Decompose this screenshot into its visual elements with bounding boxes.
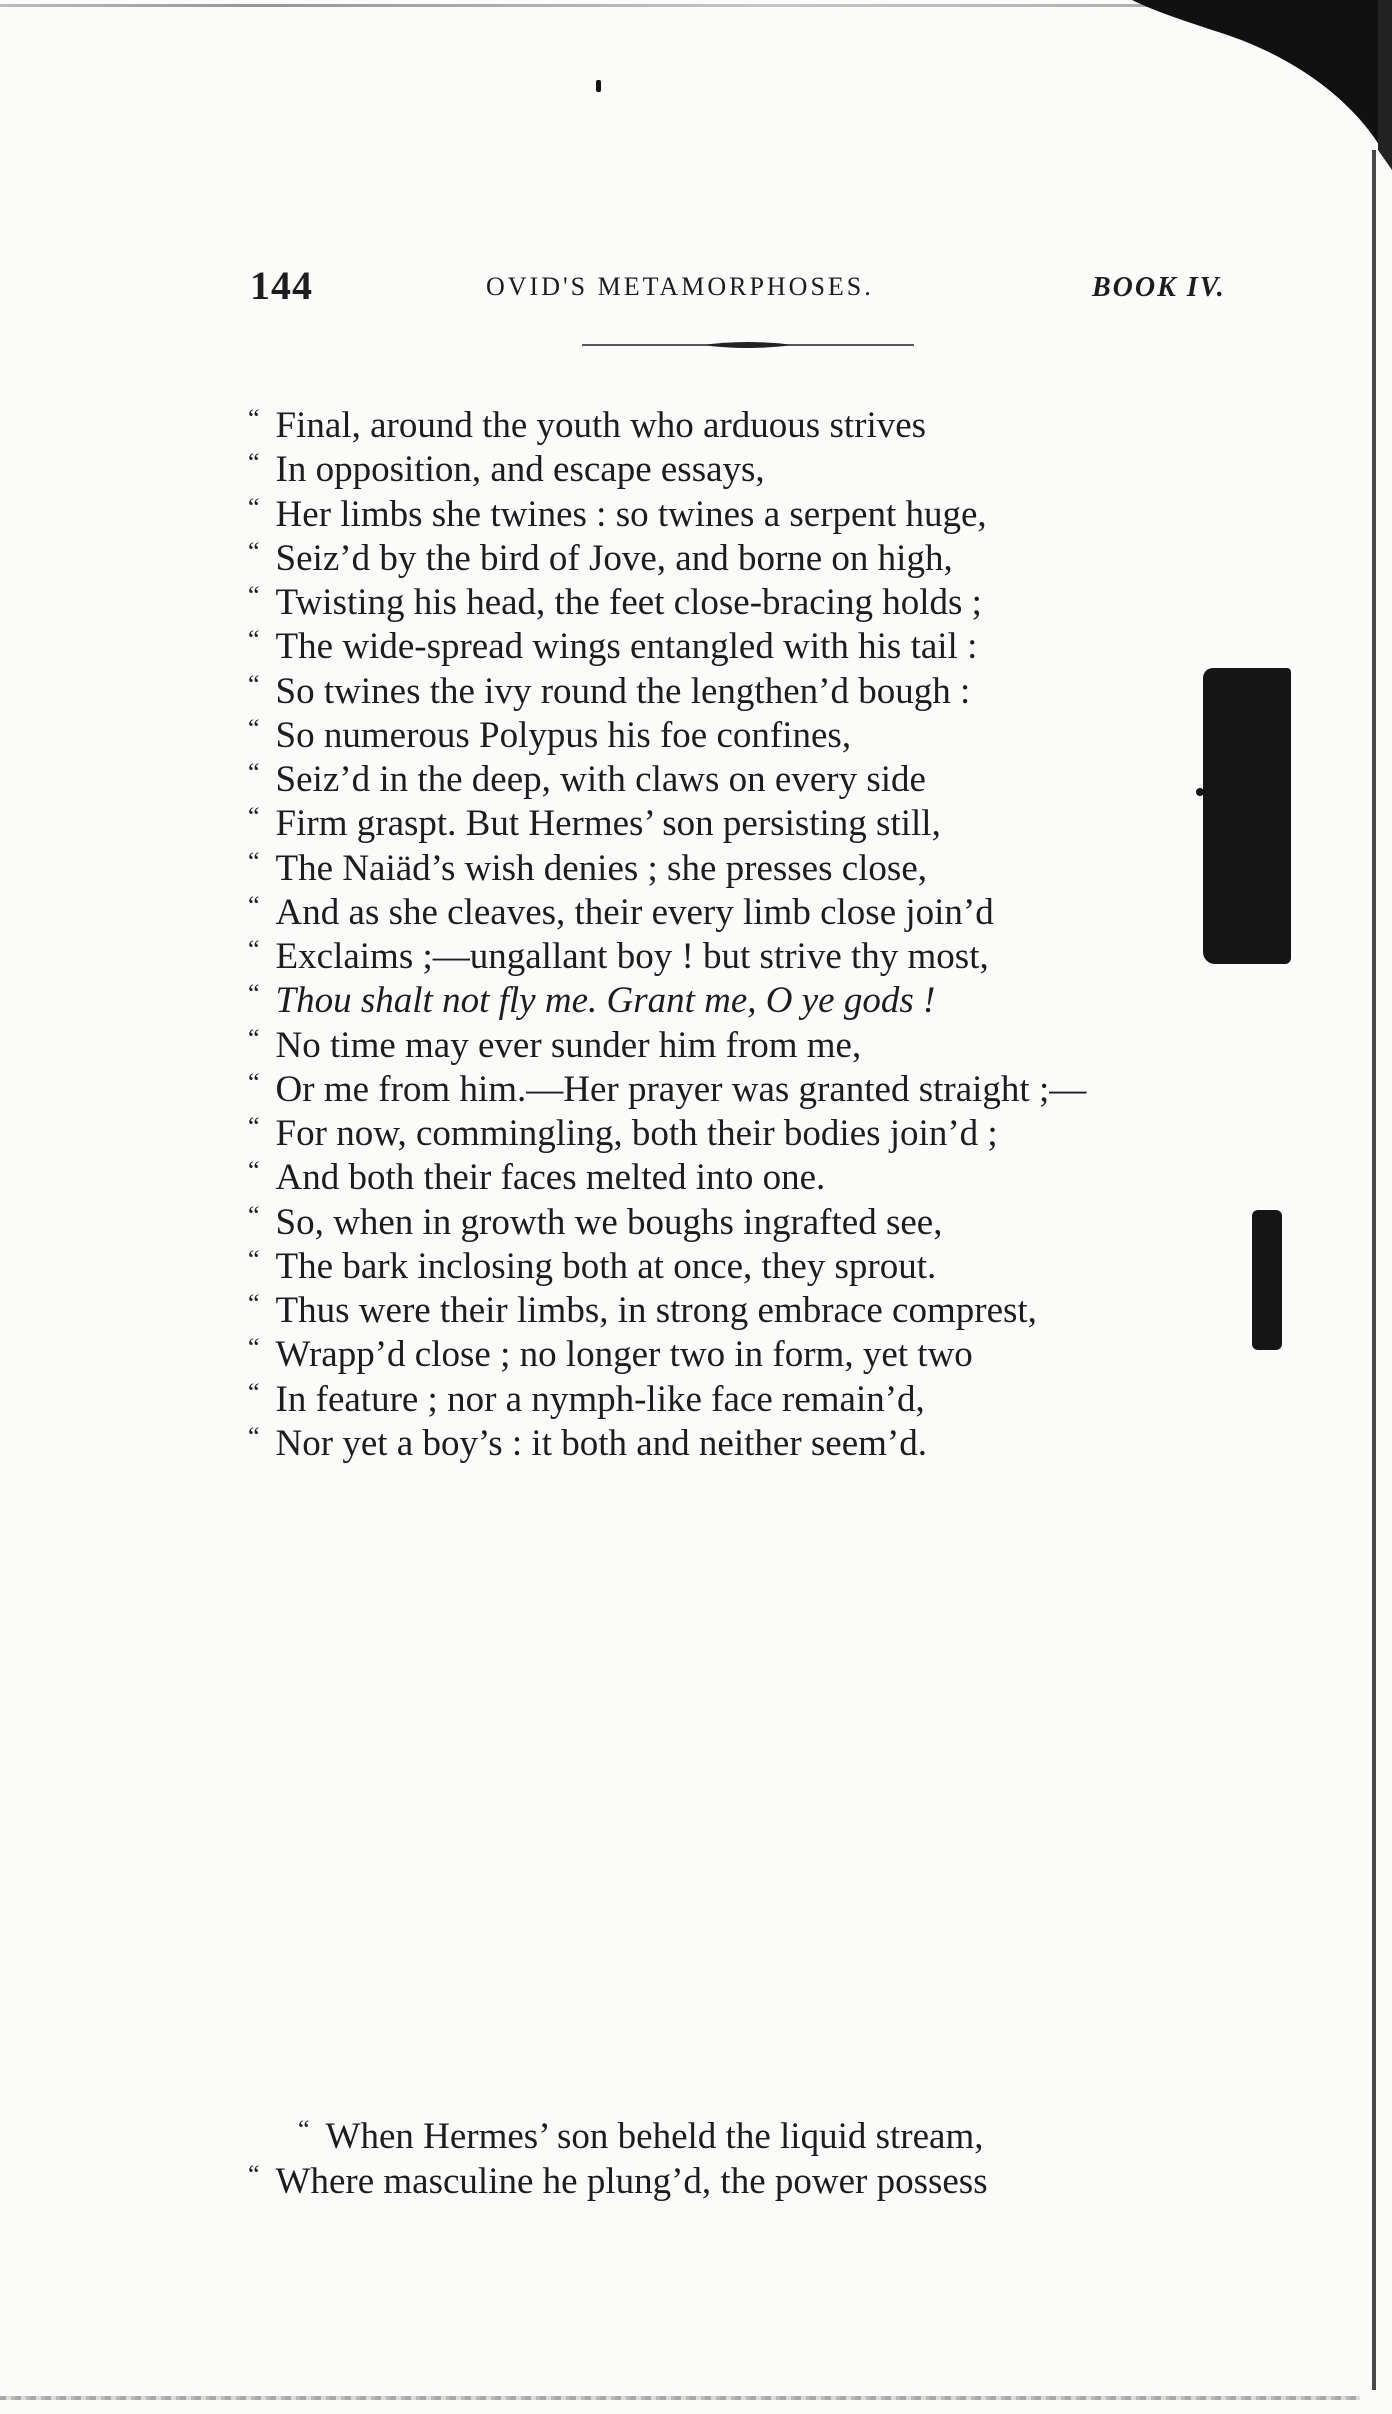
opening-quote-mark: “ [248, 1023, 260, 1053]
opening-quote-mark: “ [248, 1333, 260, 1363]
opening-quote-mark: “ [248, 1200, 260, 1230]
book-label: BOOK IV. [1092, 272, 1226, 303]
verse-text: The bark inclosing both at once, they sprout. [275, 1245, 937, 1287]
verse-text: Firm graspt. But Hermes’ son persisting still, [275, 803, 941, 845]
verse-text: Wrapp’d close ; no longer two in form, yet two [275, 1334, 973, 1376]
verse-text: Seiz’d by the bird of Jove, and borne on high, [275, 537, 953, 579]
opening-quote-mark: “ [248, 935, 260, 964]
opening-quote-mark: “ [248, 581, 260, 610]
scan-right-edge [1372, 150, 1376, 2390]
verse-text: Twisting his head, the feet close-bracing holds ; [275, 582, 982, 623]
verse-text: For now, commingling, both their bodies join’d ; [275, 1113, 998, 1154]
opening-quote-mark: “ [248, 802, 260, 832]
opening-quote-mark: “ [248, 669, 260, 699]
scan-top-edge [0, 4, 1280, 7]
opening-quote-mark: “ [248, 890, 260, 920]
page-corner-fold [1092, 0, 1392, 170]
opening-quote-mark: “ [248, 625, 260, 655]
verse-text: In feature ; nor a nymph-like face remain’d, [275, 1378, 925, 1420]
opening-quote-mark: “ [248, 979, 260, 1009]
opening-quote-mark: “ [248, 1067, 260, 1097]
verse-text: The Naiäd’s wish denies ; she presses close, [275, 847, 928, 889]
opening-quote-mark: “ [248, 404, 260, 433]
verse-line [248, 1415, 927, 1466]
opening-quote-mark: “ [248, 1377, 260, 1407]
ink-blot-top [1203, 668, 1291, 964]
verse-text: Where masculine he plung’d, the power possess [275, 2161, 988, 2202]
stanza-line [298, 2108, 983, 2159]
verse-text: So twines the ivy round the lengthen’d bough : [275, 670, 971, 712]
verse-text: Her limbs she twines : so twines a serpent huge, [275, 493, 987, 535]
verse-text: And both their faces melted into one. [275, 1157, 826, 1199]
verse-text: The wide-spread wings entangled with his tail : [275, 626, 978, 668]
verse-text: In opposition, and escape essays, [275, 449, 765, 491]
running-title: OVID'S METAMORPHOSES. [486, 272, 874, 301]
verse-text: Final, around the youth who arduous strives [275, 405, 927, 446]
ink-speck [1196, 788, 1204, 796]
verse-text: Thus were their limbs, in strong embrace comprest, [275, 1290, 1037, 1331]
ornamental-rule [582, 340, 914, 350]
opening-quote-mark: “ [248, 1421, 260, 1451]
opening-quote-mark: “ [298, 2115, 310, 2144]
opening-quote-mark: “ [248, 1244, 260, 1274]
opening-quote-mark: “ [248, 448, 260, 478]
running-head [250, 262, 1280, 312]
opening-quote-mark: “ [248, 1156, 260, 1186]
page-number: 144 [250, 263, 313, 308]
opening-quote-mark: “ [248, 1289, 260, 1318]
opening-quote-mark: “ [248, 1112, 260, 1141]
verse-text: So, when in growth we boughs ingrafted see, [275, 1201, 943, 1243]
scan-bottom-edge [0, 2396, 1360, 2400]
verse-text: Nor yet a boy’s : it both and neither seem’d. [275, 1422, 928, 1464]
stanza-line [248, 2153, 988, 2204]
verse-text: Exclaims ;—ungallant boy ! but strive thy most, [275, 936, 989, 977]
ink-speck-top [596, 80, 601, 92]
opening-quote-mark: “ [248, 846, 260, 876]
verse-text: And as she cleaves, their every limb close join’d [275, 891, 994, 933]
verse-text: So numerous Polypus his foe confines, [275, 714, 852, 756]
opening-quote-mark: “ [248, 536, 260, 566]
opening-quote-mark: “ [248, 2160, 260, 2189]
verse-text: Seiz’d in the deep, with claws on every side [275, 759, 926, 800]
verse-text: When Hermes’ son beheld the liquid stream, [325, 2116, 984, 2157]
verse-text: Or me from him.—Her prayer was granted straight ;— [275, 1068, 1087, 1110]
opening-quote-mark: “ [248, 758, 260, 787]
verse-text: No time may ever sunder him from me, [275, 1024, 862, 1066]
opening-quote-mark: “ [248, 713, 260, 743]
ink-blot-middle [1252, 1210, 1282, 1350]
opening-quote-mark: “ [248, 492, 260, 522]
verse-text: Thou shalt not fly me. Grant me, O ye gods ! [275, 980, 936, 1022]
